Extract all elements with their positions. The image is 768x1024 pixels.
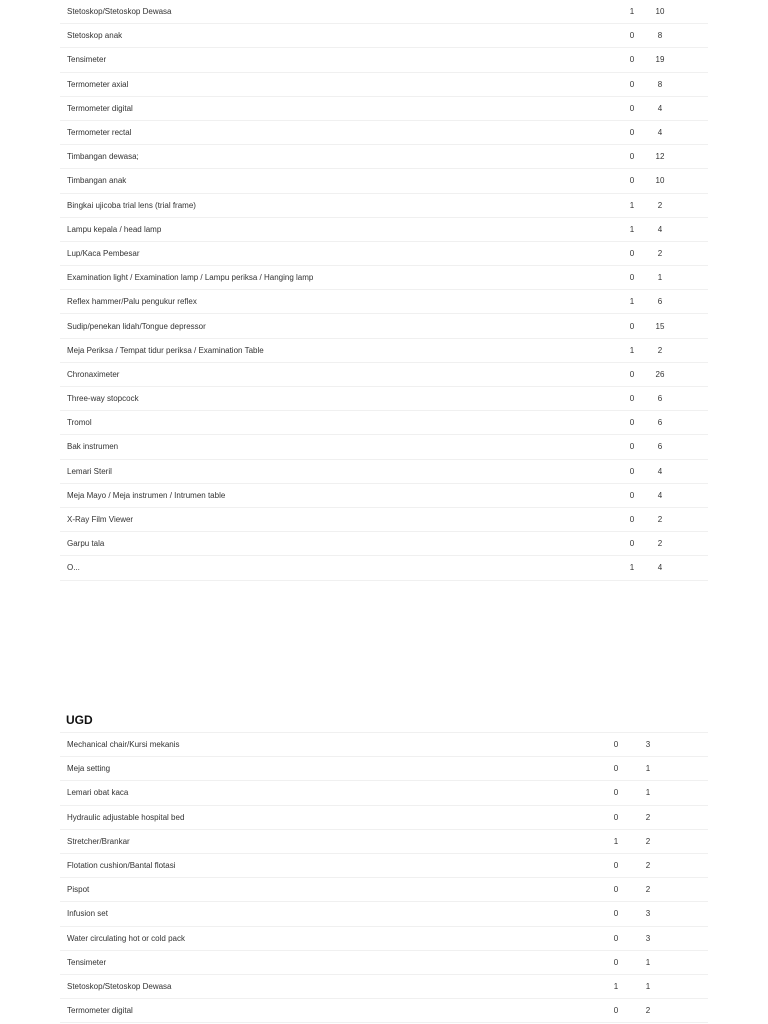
item-name: Termometer digital xyxy=(67,103,133,113)
item-count-a: 0 xyxy=(613,861,619,871)
item-count-b: 8 xyxy=(657,79,663,89)
item-name: Lampu kepala / head lamp xyxy=(67,224,162,234)
item-name: Lemari obat kaca xyxy=(67,788,129,798)
item-name: Chronaximeter xyxy=(67,369,120,379)
item-count-b: 15 xyxy=(655,321,665,331)
table-row xyxy=(60,508,708,532)
item-name: Timbangan dewasa; xyxy=(67,152,139,162)
item-count-b: 3 xyxy=(645,909,651,919)
table-row xyxy=(60,484,708,508)
table-row xyxy=(60,387,708,411)
table-row xyxy=(60,806,708,830)
table-row xyxy=(60,460,708,484)
item-count-b: 6 xyxy=(657,297,663,307)
item-name: O... xyxy=(67,563,80,573)
item-name: Tensimeter xyxy=(67,957,107,967)
item-count-a: 1 xyxy=(613,836,619,846)
item-count-b: 2 xyxy=(645,1006,651,1016)
table-row xyxy=(60,266,708,290)
item-name: Lemari Steril xyxy=(67,466,112,476)
item-count-a: 0 xyxy=(613,740,619,750)
item-name: Three-way stopcock xyxy=(67,394,139,404)
table-row xyxy=(60,194,708,218)
item-count-a: 1 xyxy=(629,563,635,573)
item-name: Meja setting xyxy=(67,764,111,774)
item-name: Stretcher/Brankar xyxy=(67,836,130,846)
equipment-table xyxy=(60,0,708,581)
item-count-b: 1 xyxy=(645,957,651,967)
item-count-b: 2 xyxy=(657,248,663,258)
table-row xyxy=(60,854,708,878)
ugd-section xyxy=(60,708,708,1023)
item-count-a: 0 xyxy=(629,176,635,186)
item-name: Sudip/penekan lidah/Tongue depressor xyxy=(67,321,206,331)
item-count-b: 8 xyxy=(657,31,663,41)
table-row xyxy=(60,999,708,1023)
item-count-a: 1 xyxy=(629,224,635,234)
item-count-a: 0 xyxy=(613,885,619,895)
table-row xyxy=(60,878,708,902)
item-name: Tromol xyxy=(67,418,92,428)
item-count-a: 0 xyxy=(629,466,635,476)
item-count-b: 3 xyxy=(645,933,651,943)
item-name: Flotation cushion/Bantal flotasi xyxy=(67,861,176,871)
ugd-equipment-table xyxy=(60,732,708,1023)
table-row xyxy=(60,975,708,999)
item-count-b: 6 xyxy=(657,418,663,428)
table-row xyxy=(60,73,708,97)
table-row xyxy=(60,169,708,193)
table-row xyxy=(60,556,708,580)
table-row xyxy=(60,363,708,387)
item-name: Stetoskop/Stetoskop Dewasa xyxy=(67,981,172,991)
item-count-b: 2 xyxy=(645,836,651,846)
item-count-b: 4 xyxy=(657,563,663,573)
item-count-b: 4 xyxy=(657,128,663,138)
item-name: Pispot xyxy=(67,885,90,895)
table-row xyxy=(60,411,708,435)
item-count-a: 0 xyxy=(629,515,635,525)
item-count-a: 1 xyxy=(629,7,635,17)
table-row xyxy=(60,48,708,72)
item-name: Mechanical chair/Kursi mekanis xyxy=(67,740,180,750)
item-count-a: 0 xyxy=(629,31,635,41)
item-count-a: 1 xyxy=(629,200,635,210)
table-row xyxy=(60,951,708,975)
item-count-b: 26 xyxy=(655,369,665,379)
item-count-a: 0 xyxy=(629,273,635,283)
section-title: UGD xyxy=(66,713,93,727)
item-name: Meja Periksa / Tempat tidur periksa / Examination Table xyxy=(67,345,264,355)
item-count-b: 1 xyxy=(645,788,651,798)
item-count-a: 0 xyxy=(629,103,635,113)
item-count-a: 0 xyxy=(629,55,635,65)
item-count-b: 2 xyxy=(657,345,663,355)
item-name: X-Ray Film Viewer xyxy=(67,515,134,525)
item-count-b: 10 xyxy=(655,7,665,17)
item-name: Hydraulic adjustable hospital bed xyxy=(67,812,185,822)
item-count-a: 0 xyxy=(629,369,635,379)
table-row xyxy=(60,24,708,48)
item-name: Bak instrumen xyxy=(67,442,119,452)
item-count-b: 3 xyxy=(645,740,651,750)
item-count-b: 2 xyxy=(645,812,651,822)
item-name: Garpu tala xyxy=(67,539,105,549)
item-name: Water circulating hot or cold pack xyxy=(67,933,185,943)
table-row xyxy=(60,902,708,926)
item-count-b: 12 xyxy=(655,152,665,162)
item-count-b: 1 xyxy=(645,981,651,991)
table-row xyxy=(60,781,708,805)
item-count-a: 0 xyxy=(613,957,619,967)
item-count-b: 1 xyxy=(645,764,651,774)
item-count-a: 0 xyxy=(629,394,635,404)
item-count-a: 0 xyxy=(613,1006,619,1016)
item-count-a: 0 xyxy=(629,539,635,549)
item-name: Termometer digital xyxy=(67,1006,133,1016)
table-row xyxy=(60,314,708,338)
item-count-a: 0 xyxy=(629,152,635,162)
table-row xyxy=(60,145,708,169)
item-name: Examination light / Examination lamp / Lampu periksa / Hanging lamp xyxy=(67,273,314,283)
item-count-b: 2 xyxy=(645,885,651,895)
table-row xyxy=(60,532,708,556)
item-count-a: 0 xyxy=(629,490,635,500)
item-name: Termometer axial xyxy=(67,79,129,89)
item-name: Bingkai ujicoba trial lens (trial frame) xyxy=(67,200,196,210)
item-name: Infusion set xyxy=(67,909,108,919)
item-count-a: 0 xyxy=(613,764,619,774)
table-row xyxy=(60,218,708,242)
item-count-b: 10 xyxy=(655,176,665,186)
item-count-a: 0 xyxy=(629,79,635,89)
table-row xyxy=(60,242,708,266)
table-row xyxy=(60,733,708,757)
table-row xyxy=(60,0,708,24)
item-count-a: 1 xyxy=(629,345,635,355)
item-count-b: 4 xyxy=(657,466,663,476)
item-count-b: 2 xyxy=(657,515,663,525)
item-count-a: 0 xyxy=(629,418,635,428)
item-count-a: 0 xyxy=(613,812,619,822)
equipment-list-top xyxy=(60,0,708,573)
item-name: Meja Mayo / Meja instrumen / Intrumen table xyxy=(67,490,226,500)
item-count-b: 6 xyxy=(657,394,663,404)
item-count-a: 0 xyxy=(629,442,635,452)
item-name: Lup/Kaca Pembesar xyxy=(67,248,140,258)
table-row xyxy=(60,339,708,363)
table-row xyxy=(60,97,708,121)
item-count-b: 1 xyxy=(657,273,663,283)
item-count-a: 0 xyxy=(613,788,619,798)
item-count-a: 0 xyxy=(613,909,619,919)
item-count-a: 1 xyxy=(613,981,619,991)
item-name: Reflex hammer/Palu pengukur reflex xyxy=(67,297,197,307)
item-name: Timbangan anak xyxy=(67,176,127,186)
item-name: Termometer rectal xyxy=(67,128,132,138)
item-count-a: 0 xyxy=(629,128,635,138)
item-count-b: 2 xyxy=(657,539,663,549)
item-count-a: 0 xyxy=(629,248,635,258)
item-count-b: 4 xyxy=(657,490,663,500)
item-count-a: 0 xyxy=(629,321,635,331)
table-row xyxy=(60,830,708,854)
item-count-b: 2 xyxy=(657,200,663,210)
table-row xyxy=(60,435,708,459)
item-name: Stetoskop/Stetoskop Dewasa xyxy=(67,7,172,17)
item-count-a: 1 xyxy=(629,297,635,307)
table-row xyxy=(60,121,708,145)
item-name: Tensimeter xyxy=(67,55,107,65)
item-count-b: 2 xyxy=(645,861,651,871)
item-count-b: 4 xyxy=(657,224,663,234)
table-row xyxy=(60,290,708,314)
item-count-b: 6 xyxy=(657,442,663,452)
item-name: Stetoskop anak xyxy=(67,31,123,41)
item-count-b: 4 xyxy=(657,103,663,113)
table-row xyxy=(60,757,708,781)
table-row xyxy=(60,927,708,951)
item-count-a: 0 xyxy=(613,933,619,943)
item-count-b: 19 xyxy=(655,55,665,65)
